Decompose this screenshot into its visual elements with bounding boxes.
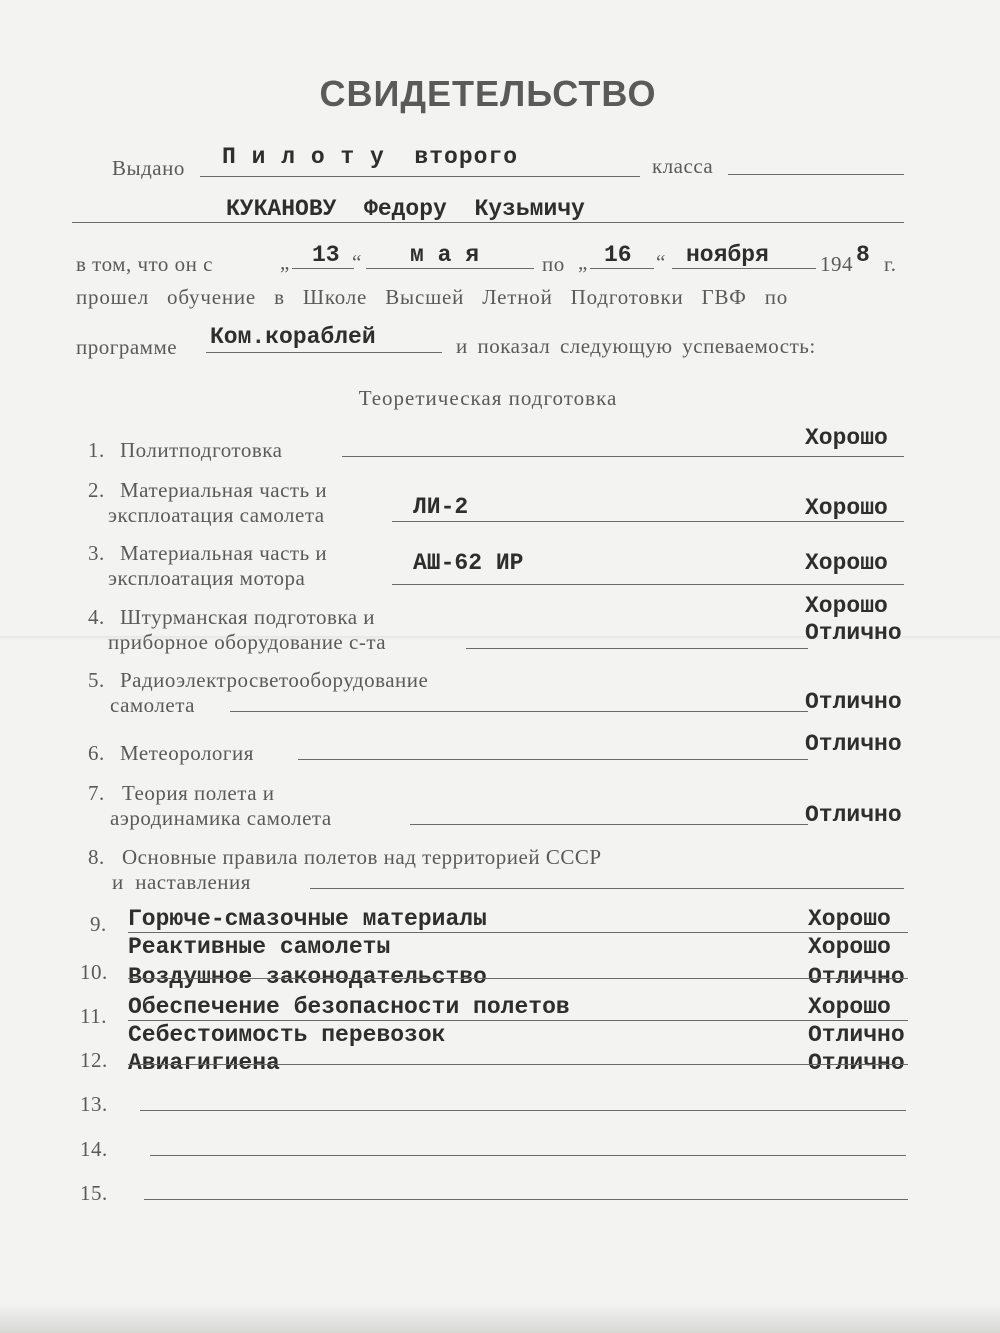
period-prefix: в том, что он с [76, 252, 213, 276]
quote: „ [280, 250, 290, 274]
recipient-name: КУКАНОВУ Федору Кузьмичу [226, 196, 585, 222]
item-number: 12. [80, 1048, 108, 1072]
typed-grade: Хорошо [808, 934, 891, 960]
subject-name-cont: и наставления [112, 870, 251, 894]
subject-grade: Хорошо [805, 425, 888, 451]
year-suffix: г. [884, 252, 897, 276]
section-title: Теоретическая подготовка [358, 386, 618, 410]
typed-subject: Реактивные самолеты [128, 934, 391, 960]
subject-name: Политподготовка [120, 438, 283, 462]
typed-grade: Отлично [808, 1022, 905, 1048]
item-number: 9. [90, 912, 107, 936]
from-month: м а я [410, 242, 480, 268]
item-number: 8. [88, 845, 105, 869]
training-line: прошел обучение в Школе Высшей Летной Подготовки ГВФ по [76, 285, 789, 309]
subject-grade: Отлично [805, 802, 902, 828]
typed-grade: Отлично [808, 1050, 905, 1076]
subject-grade: Хорошо [805, 593, 888, 619]
typed-subject: Воздушное законодательство [128, 964, 487, 990]
subject-grade-2: Отлично [805, 620, 902, 646]
subject-name: Теория полета и [122, 781, 275, 805]
year-printed: 194 [820, 252, 853, 276]
item-number: 10. [80, 960, 108, 984]
program-value: Ком.кораблей [210, 324, 376, 350]
item-number: 11. [80, 1004, 107, 1028]
aircraft-type: ЛИ-2 [413, 494, 469, 520]
document-title: СВИДЕТЕЛЬСТВО [319, 73, 657, 114]
item-number: 14. [80, 1137, 108, 1161]
subject-name-cont: приборное оборудование с-та [108, 630, 387, 654]
typed-subject: Обеспечение безопасности полетов [128, 994, 570, 1020]
year-typed: 8 [856, 242, 870, 268]
subject-grade: Отлично [805, 689, 902, 715]
typed-subject: Себестоимость перевозок [128, 1022, 446, 1048]
subject-grade: Отлично [805, 731, 902, 757]
item-number: 3. [88, 541, 105, 565]
subject-name: Материальная часть и [120, 541, 328, 565]
typed-grade: Хорошо [808, 906, 891, 932]
subject-name: Основные правила полетов над территорией СССР [122, 845, 602, 869]
paper-edge [0, 1303, 1000, 1333]
from-day: 13 [312, 242, 340, 268]
subject-name-cont: эксплоатация мотора [108, 566, 306, 590]
subject-name: Метеорология [120, 741, 254, 765]
typed-subject: Авиагигиена [128, 1050, 280, 1076]
issued-value: П и л о т у второго [222, 144, 519, 170]
to-month: ноября [686, 242, 769, 268]
item-number: 6. [88, 741, 105, 765]
item-number: 13. [80, 1092, 108, 1116]
engine-type: АШ-62 ИР [413, 550, 524, 576]
item-number: 4. [88, 605, 105, 629]
quote: “ [656, 250, 666, 274]
subject-grade: Хорошо [805, 495, 888, 521]
issued-label: Выдано [112, 156, 185, 180]
program-suffix: и показал следующую успеваемость: [456, 334, 816, 358]
item-number: 5. [88, 668, 105, 692]
item-number: 15. [80, 1181, 108, 1205]
subject-name-cont: самолета [110, 693, 195, 717]
item-number: 7. [88, 781, 105, 805]
quote: „ [578, 250, 588, 274]
subject-name: Материальная часть и [120, 478, 328, 502]
typed-grade: Отлично [808, 964, 905, 990]
subject-name-cont: аэродинамика самолета [110, 806, 332, 830]
typed-subject: Горюче-смазочные материалы [128, 906, 487, 932]
quote: “ [352, 250, 362, 274]
typed-grade: Хорошо [808, 994, 891, 1020]
to-label: по [542, 252, 565, 276]
program-label: программе [76, 335, 178, 359]
item-number: 2. [88, 478, 105, 502]
to-day: 16 [604, 242, 632, 268]
class-label: класса [652, 154, 714, 178]
subject-name: Радиоэлектросветооборудование [120, 668, 429, 692]
subject-name-cont: эксплоатация самолета [108, 503, 325, 527]
subject-name: Штурманская подготовка и [120, 605, 376, 629]
item-number: 1. [88, 438, 105, 462]
subject-grade: Хорошо [805, 550, 888, 576]
